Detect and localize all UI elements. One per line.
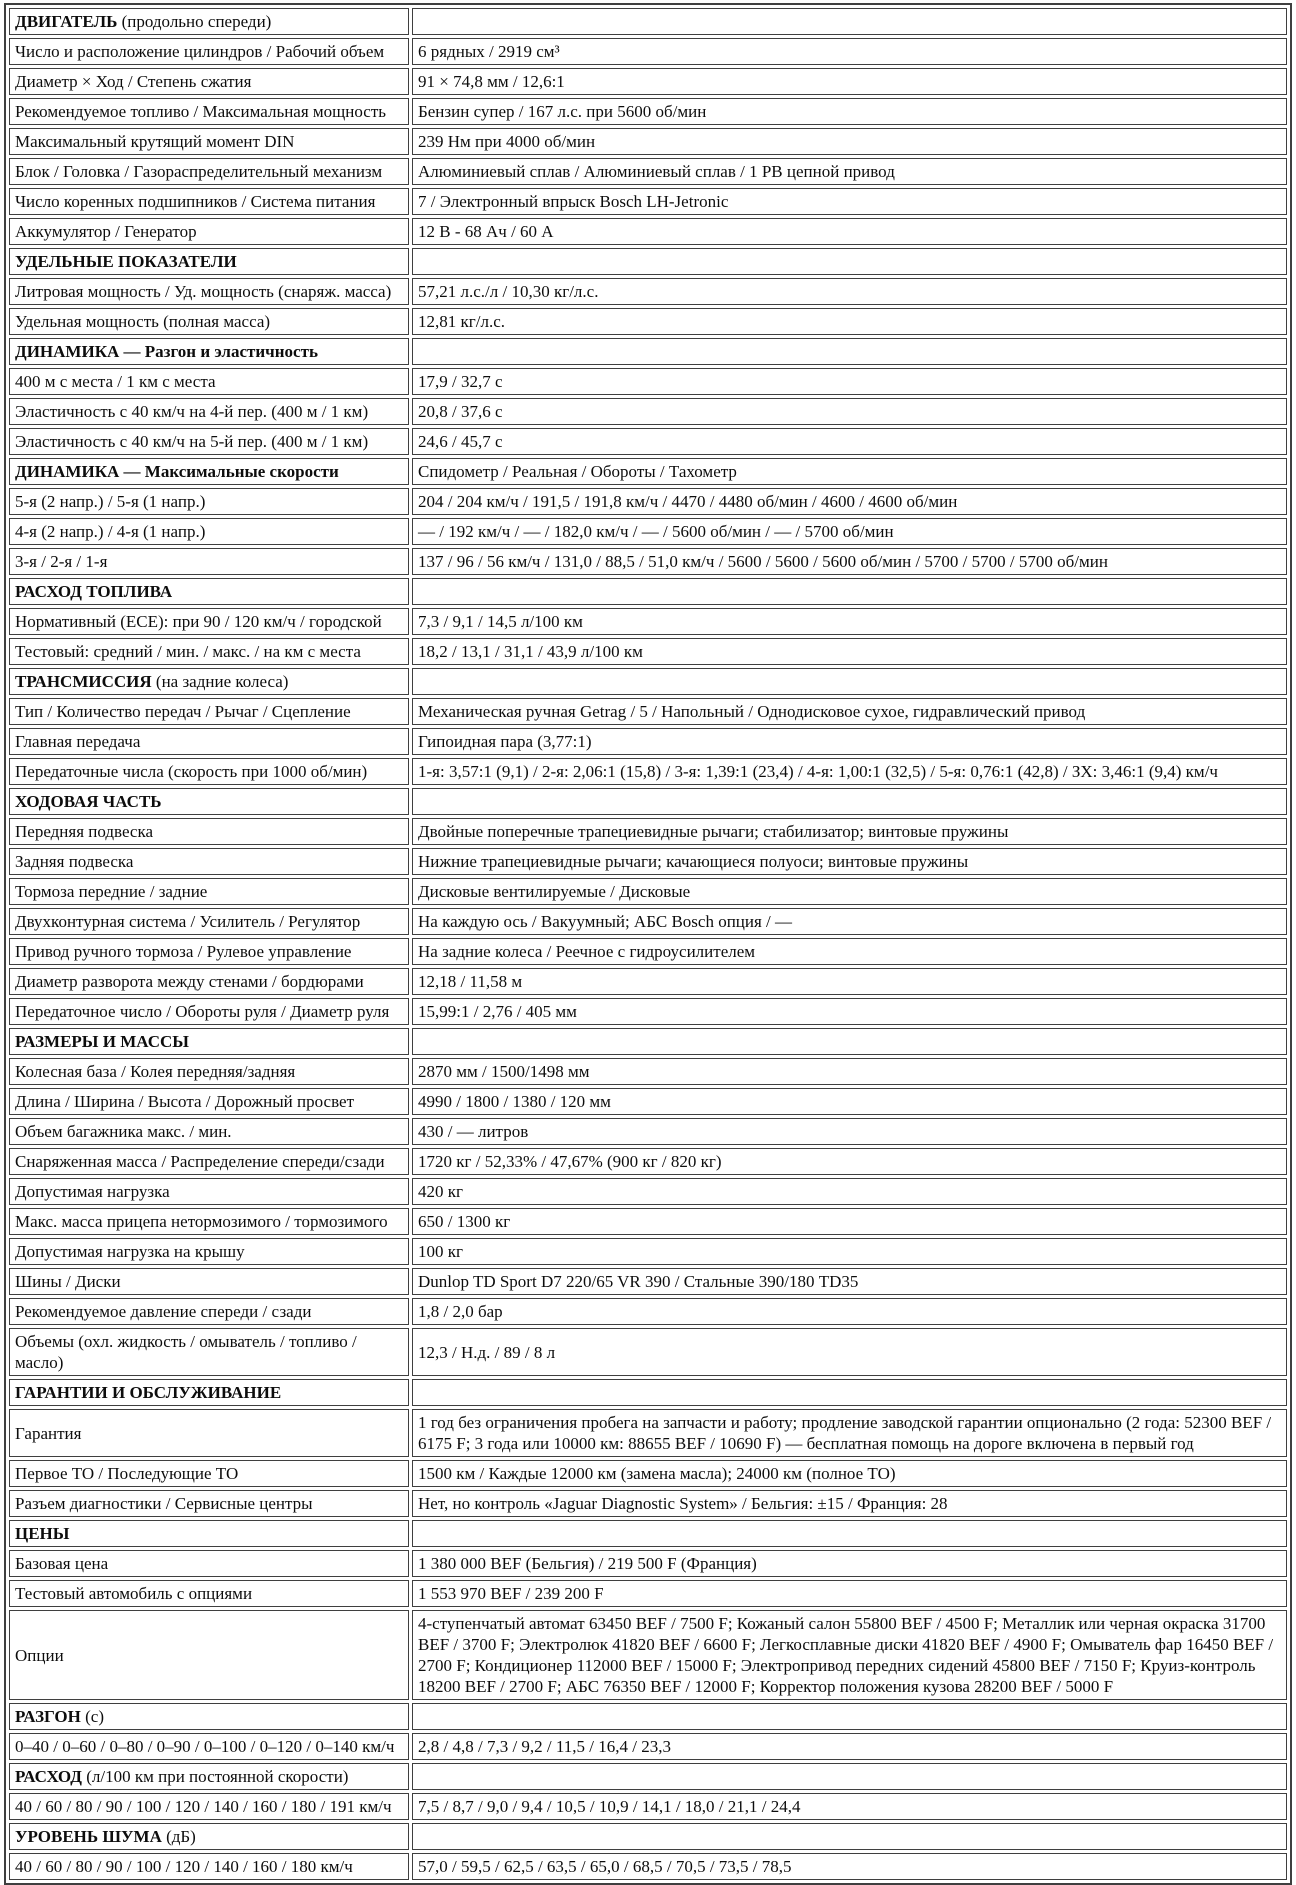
spec-row: [9, 1733, 1287, 1760]
spec-value-cell: Нет, но контроль «Jaguar Diagnostic System» / Бельгия: ±15 / Франция: 28: [412, 1490, 1287, 1517]
section-header-row: [9, 788, 1287, 815]
spec-value-cell: 6 рядных / 2919 см³: [412, 38, 1287, 65]
section-title-cell: [9, 578, 409, 605]
spec-value-cell: Алюминиевый сплав / Алюминиевый сплав / 1 РВ цепной привод: [412, 158, 1287, 185]
section-title: ДВИГАТЕЛЬ: [15, 12, 118, 31]
spec-row: [9, 488, 1287, 515]
section-title: ГАРАНТИИ И ОБСЛУЖИВАНИЕ: [15, 1383, 282, 1402]
spec-value-cell: Нижние трапециевидные рычаги; качающиеся полуоси; винтовые пружины: [412, 848, 1287, 875]
section-title: ХОДОВАЯ ЧАСТЬ: [15, 792, 162, 811]
spec-value-cell: 100 кг: [412, 1238, 1287, 1265]
spec-row: [9, 278, 1287, 305]
spec-row: [9, 878, 1287, 905]
spec-row: [9, 1490, 1287, 1517]
spec-row: [9, 848, 1287, 875]
section-title: РАСХОД ТОПЛИВА: [15, 582, 173, 601]
spec-row: [9, 1793, 1287, 1820]
spec-value-cell: 24,6 / 45,7 с: [412, 428, 1287, 455]
spec-label-cell: 3-я / 2-я / 1-я: [9, 548, 409, 575]
section-header-row: [9, 578, 1287, 605]
spec-row: [9, 1328, 1287, 1376]
spec-row: [9, 1148, 1287, 1175]
spec-row: [9, 68, 1287, 95]
spec-row: [9, 698, 1287, 725]
spec-label-cell: Длина / Ширина / Высота / Дорожный просвет: [9, 1088, 409, 1115]
spec-label-cell: Число коренных подшипников / Система питания: [9, 188, 409, 215]
section-title-cell: [9, 1379, 409, 1406]
spec-table-body: [9, 8, 1287, 1880]
spec-value-cell: [412, 1028, 1287, 1055]
spec-label-cell: Диаметр разворота между стенами / бордюрами: [9, 968, 409, 995]
section-header-row: [9, 668, 1287, 695]
spec-label-cell: Литровая мощность / Уд. мощность (снаряж. масса): [9, 278, 409, 305]
spec-value-cell: Dunlop TD Sport D7 220/65 VR 390 / Стальные 390/180 TD35: [412, 1268, 1287, 1295]
spec-row: [9, 1298, 1287, 1325]
spec-row: [9, 1088, 1287, 1115]
spec-value-cell: [412, 1823, 1287, 1850]
section-header-row: [9, 1028, 1287, 1055]
spec-row: [9, 368, 1287, 395]
section-title: РАЗГОН: [15, 1707, 81, 1726]
spec-value-cell: 430 / — литров: [412, 1118, 1287, 1145]
section-header-row: [9, 1823, 1287, 1850]
spec-row: [9, 98, 1287, 125]
section-header-row: [9, 1379, 1287, 1406]
spec-row: [9, 968, 1287, 995]
section-header-row: [9, 1703, 1287, 1730]
spec-label-cell: Гарантия: [9, 1409, 409, 1457]
spec-value-cell: 4990 / 1800 / 1380 / 120 мм: [412, 1088, 1287, 1115]
spec-label-cell: Число и расположение цилиндров / Рабочий объем: [9, 38, 409, 65]
spec-label-cell: Удельная мощность (полная масса): [9, 308, 409, 335]
spec-row: [9, 758, 1287, 785]
section-header-row: [9, 248, 1287, 275]
spec-label-cell: Опции: [9, 1610, 409, 1700]
spec-label-cell: Блок / Головка / Газораспределительный механизм: [9, 158, 409, 185]
section-title-suffix: (на задние колеса): [151, 672, 289, 691]
spec-row: [9, 218, 1287, 245]
section-title-cell: [9, 788, 409, 815]
spec-label-cell: Привод ручного тормоза / Рулевое управление: [9, 938, 409, 965]
spec-row: [9, 1268, 1287, 1295]
spec-value-cell: [412, 248, 1287, 275]
spec-value-cell: 12,18 / 11,58 м: [412, 968, 1287, 995]
spec-value-cell: [412, 1520, 1287, 1547]
spec-value-cell: [412, 578, 1287, 605]
section-title-cell: [9, 668, 409, 695]
spec-value-cell: На задние колеса / Реечное с гидроусилителем: [412, 938, 1287, 965]
section-title: ЦЕНЫ: [15, 1524, 70, 1543]
spec-value-cell: 20,8 / 37,6 с: [412, 398, 1287, 425]
spec-row: [9, 128, 1287, 155]
spec-row: [9, 518, 1287, 545]
spec-row: [9, 1118, 1287, 1145]
section-header-row: [9, 8, 1287, 35]
section-title-cell: [9, 1703, 409, 1730]
spec-row: [9, 1208, 1287, 1235]
spec-row: [9, 1610, 1287, 1700]
spec-label-cell: Нормативный (ECE): при 90 / 120 км/ч / городской: [9, 608, 409, 635]
spec-row: [9, 308, 1287, 335]
spec-label-cell: Аккумулятор / Генератор: [9, 218, 409, 245]
spec-label-cell: 4-я (2 напр.) / 4-я (1 напр.): [9, 518, 409, 545]
section-title-cell: [9, 1763, 409, 1790]
spec-label-cell: Передаточное число / Обороты руля / Диаметр руля: [9, 998, 409, 1025]
spec-row: [9, 158, 1287, 185]
section-header-row: [9, 458, 1287, 485]
spec-label-cell: Тип / Количество передач / Рычаг / Сцепление: [9, 698, 409, 725]
section-title-suffix: (л/100 км при постоянной скорости): [81, 1767, 349, 1786]
spec-value-cell: 12,3 / Н.д. / 89 / 8 л: [412, 1328, 1287, 1376]
spec-label-cell: Шины / Диски: [9, 1268, 409, 1295]
section-title: РАСХОД: [15, 1767, 82, 1786]
spec-label-cell: Эластичность с 40 км/ч на 5-й пер. (400 м / 1 км): [9, 428, 409, 455]
spec-value-cell: 17,9 / 32,7 с: [412, 368, 1287, 395]
spec-row: [9, 938, 1287, 965]
section-title-cell: [9, 1028, 409, 1055]
spec-row: [9, 638, 1287, 665]
spec-label-cell: Диаметр × Ход / Степень сжатия: [9, 68, 409, 95]
spec-value-cell: 239 Нм при 4000 об/мин: [412, 128, 1287, 155]
spec-value-cell: 1,8 / 2,0 бар: [412, 1298, 1287, 1325]
section-title-suffix: (продольно спереди): [117, 12, 272, 31]
section-title-cell: [9, 248, 409, 275]
spec-value-cell: Двойные поперечные трапециевидные рычаги; стабилизатор; винтовые пружины: [412, 818, 1287, 845]
spec-label-cell: Колесная база / Колея передняя/задняя: [9, 1058, 409, 1085]
spec-value-cell: 1-я: 3,57:1 (9,1) / 2-я: 2,06:1 (15,8) / 3-я: 1,39:1 (23,4) / 4-я: 1,00:1 (32,5) / 5-я: 0,76:1 (42,8) / ЗХ: 3,46:1 (9,4) км/ч: [412, 758, 1287, 785]
spec-value-cell: 650 / 1300 кг: [412, 1208, 1287, 1235]
section-title-cell: [9, 8, 409, 35]
spec-value-cell: Бензин супер / 167 л.с. при 5600 об/мин: [412, 98, 1287, 125]
spec-row: [9, 1460, 1287, 1487]
section-header-row: [9, 338, 1287, 365]
spec-label-cell: Первое ТО / Последующие ТО: [9, 1460, 409, 1487]
spec-row: [9, 1238, 1287, 1265]
spec-value-cell: 57,21 л.с./л / 10,30 кг/л.с.: [412, 278, 1287, 305]
spec-value-cell: 1720 кг / 52,33% / 47,67% (900 кг / 820 кг): [412, 1148, 1287, 1175]
spec-label-cell: Максимальный крутящий момент DIN: [9, 128, 409, 155]
spec-label-cell: 400 м с места / 1 км с места: [9, 368, 409, 395]
section-title: УРОВЕНЬ ШУМА: [15, 1827, 162, 1846]
spec-value-cell: Спидометр / Реальная / Обороты / Тахометр: [412, 458, 1287, 485]
spec-row: [9, 998, 1287, 1025]
spec-row: [9, 908, 1287, 935]
spec-label-cell: Допустимая нагрузка на крышу: [9, 1238, 409, 1265]
spec-value-cell: 1500 км / Каждые 12000 км (замена масла); 24000 км (полное ТО): [412, 1460, 1287, 1487]
spec-value-cell: [412, 1703, 1287, 1730]
spec-label-cell: 5-я (2 напр.) / 5-я (1 напр.): [9, 488, 409, 515]
spec-value-cell: 420 кг: [412, 1178, 1287, 1205]
spec-label-cell: Базовая цена: [9, 1550, 409, 1577]
spec-value-cell: [412, 1763, 1287, 1790]
section-title-suffix: (дБ): [161, 1827, 196, 1846]
spec-value-cell: 7,3 / 9,1 / 14,5 л/100 км: [412, 608, 1287, 635]
spec-label-cell: Тестовый: средний / мин. / макс. / на км с места: [9, 638, 409, 665]
spec-label-cell: Допустимая нагрузка: [9, 1178, 409, 1205]
spec-row: [9, 428, 1287, 455]
section-title-cell: [9, 338, 409, 365]
spec-label-cell: Макс. масса прицепа нетормозимого / тормозимого: [9, 1208, 409, 1235]
spec-value-cell: 91 × 74,8 мм / 12,6:1: [412, 68, 1287, 95]
spec-row: [9, 1409, 1287, 1457]
spec-value-cell: 18,2 / 13,1 / 31,1 / 43,9 л/100 км: [412, 638, 1287, 665]
spec-row: [9, 1853, 1287, 1880]
spec-row: [9, 608, 1287, 635]
spec-row: [9, 818, 1287, 845]
spec-label-cell: 0–40 / 0–60 / 0–80 / 0–90 / 0–100 / 0–120 / 0–140 км/ч: [9, 1733, 409, 1760]
spec-value-cell: 15,99:1 / 2,76 / 405 мм: [412, 998, 1287, 1025]
spec-value-cell: 4-ступенчатый автомат 63450 BEF / 7500 F; Кожаный салон 55800 BEF / 4500 F; Металлик или черная окраска 31700 BEF / 3700 F; Электролюк 41820 BEF / 6600 F; Легкосплавные диски 41820 BEF / 4900 F; Омыватель фар 16450 BEF / 2700 F; Кондиционер 112000 BEF / 15000 F; Электропривод передних сидений 45800 BEF / 7150 F; Круиз-контроль 18200 BEF / 2700 F; АБС 76350 BEF / 12000 F; Корректор положения кузова 28200 BEF / 5000 F: [412, 1610, 1287, 1700]
spec-value-cell: [412, 668, 1287, 695]
spec-row: [9, 1058, 1287, 1085]
spec-value-cell: [412, 788, 1287, 815]
section-header-row: [9, 1763, 1287, 1790]
spec-value-cell: 12 В - 68 Ач / 60 А: [412, 218, 1287, 245]
spec-label-cell: Двухконтурная система / Усилитель / Регулятор: [9, 908, 409, 935]
spec-label-cell: Передняя подвеска: [9, 818, 409, 845]
spec-value-cell: [412, 338, 1287, 365]
section-title-cell: [9, 1520, 409, 1547]
spec-value-cell: 2870 мм / 1500/1498 мм: [412, 1058, 1287, 1085]
spec-row: [9, 1550, 1287, 1577]
spec-label-cell: Рекомендуемое давление спереди / сзади: [9, 1298, 409, 1325]
spec-label-cell: Передаточные числа (скорость при 1000 об/мин): [9, 758, 409, 785]
spec-value-cell: [412, 8, 1287, 35]
spec-row: [9, 188, 1287, 215]
spec-value-cell: Механическая ручная Getrag / 5 / Напольный / Однодисковое сухое, гидравлический привод: [412, 698, 1287, 725]
spec-label-cell: Объемы (охл. жидкость / омыватель / топливо / масло): [9, 1328, 409, 1376]
spec-row: [9, 728, 1287, 755]
spec-label-cell: Главная передача: [9, 728, 409, 755]
spec-label-cell: 40 / 60 / 80 / 90 / 100 / 120 / 140 / 160 / 180 / 191 км/ч: [9, 1793, 409, 1820]
spec-label-cell: Задняя подвеска: [9, 848, 409, 875]
spec-value-cell: 1 553 970 BEF / 239 200 F: [412, 1580, 1287, 1607]
section-title: ТРАНСМИССИЯ: [15, 672, 152, 691]
section-title: ДИНАМИКА — Максимальные скорости: [15, 462, 339, 481]
spec-row: [9, 1580, 1287, 1607]
spec-value-cell: — / 192 км/ч / — / 182,0 км/ч / — / 5600 об/мин / — / 5700 об/мин: [412, 518, 1287, 545]
spec-value-cell: Дисковые вентилируемые / Дисковые: [412, 878, 1287, 905]
section-title: ДИНАМИКА — Разгон и эластичность: [15, 342, 318, 361]
spec-value-cell: 2,8 / 4,8 / 7,3 / 9,2 / 11,5 / 16,4 / 23,3: [412, 1733, 1287, 1760]
section-title: РАЗМЕРЫ И МАССЫ: [15, 1032, 189, 1051]
section-title-cell: [9, 458, 409, 485]
spec-value-cell: 12,81 кг/л.с.: [412, 308, 1287, 335]
spec-label-cell: Тестовый автомобиль с опциями: [9, 1580, 409, 1607]
spec-value-cell: Гипоидная пара (3,77:1): [412, 728, 1287, 755]
spec-row: [9, 548, 1287, 575]
spec-value-cell: 1 год без ограничения пробега на запчасти и работу; продление заводской гарантии опционально (2 года: 52300 BEF / 6175 F; 3 года или 10000 км: 88655 BEF / 10690 F) — бесплатная помощь на дороге включена в первый год: [412, 1409, 1287, 1457]
spec-label-cell: Эластичность с 40 км/ч на 4-й пер. (400 м / 1 км): [9, 398, 409, 425]
spec-value-cell: 57,0 / 59,5 / 62,5 / 63,5 / 65,0 / 68,5 / 70,5 / 73,5 / 78,5: [412, 1853, 1287, 1880]
spec-row: [9, 398, 1287, 425]
spec-value-cell: 137 / 96 / 56 км/ч / 131,0 / 88,5 / 51,0 км/ч / 5600 / 5600 / 5600 об/мин / 5700 / 5700 / 5700 об/мин: [412, 548, 1287, 575]
spec-value-cell: 7 / Электронный впрыск Bosch LH-Jetronic: [412, 188, 1287, 215]
spec-label-cell: Тормоза передние / задние: [9, 878, 409, 905]
section-title-suffix: (с): [80, 1707, 104, 1726]
spec-label-cell: Рекомендуемое топливо / Максимальная мощность: [9, 98, 409, 125]
spec-label-cell: 40 / 60 / 80 / 90 / 100 / 120 / 140 / 160 / 180 км/ч: [9, 1853, 409, 1880]
section-title-cell: [9, 1823, 409, 1850]
section-header-row: [9, 1520, 1287, 1547]
spec-value-cell: [412, 1379, 1287, 1406]
spec-value-cell: 204 / 204 км/ч / 191,5 / 191,8 км/ч / 4470 / 4480 об/мин / 4600 / 4600 об/мин: [412, 488, 1287, 515]
spec-value-cell: 7,5 / 8,7 / 9,0 / 9,4 / 10,5 / 10,9 / 14,1 / 18,0 / 21,1 / 24,4: [412, 1793, 1287, 1820]
section-title: УДЕЛЬНЫЕ ПОКАЗАТЕЛИ: [15, 252, 237, 271]
spec-label-cell: Разъем диагностики / Сервисные центры: [9, 1490, 409, 1517]
spec-row: [9, 38, 1287, 65]
spec-label-cell: Снаряженная масса / Распределение спереди/сзади: [9, 1148, 409, 1175]
spec-value-cell: 1 380 000 BEF (Бельгия) / 219 500 F (Франция): [412, 1550, 1287, 1577]
spec-row: [9, 1178, 1287, 1205]
car-spec-table: [4, 3, 1292, 1885]
spec-value-cell: На каждую ось / Вакуумный; АБС Bosch опция / —: [412, 908, 1287, 935]
spec-label-cell: Объем багажника макс. / мин.: [9, 1118, 409, 1145]
